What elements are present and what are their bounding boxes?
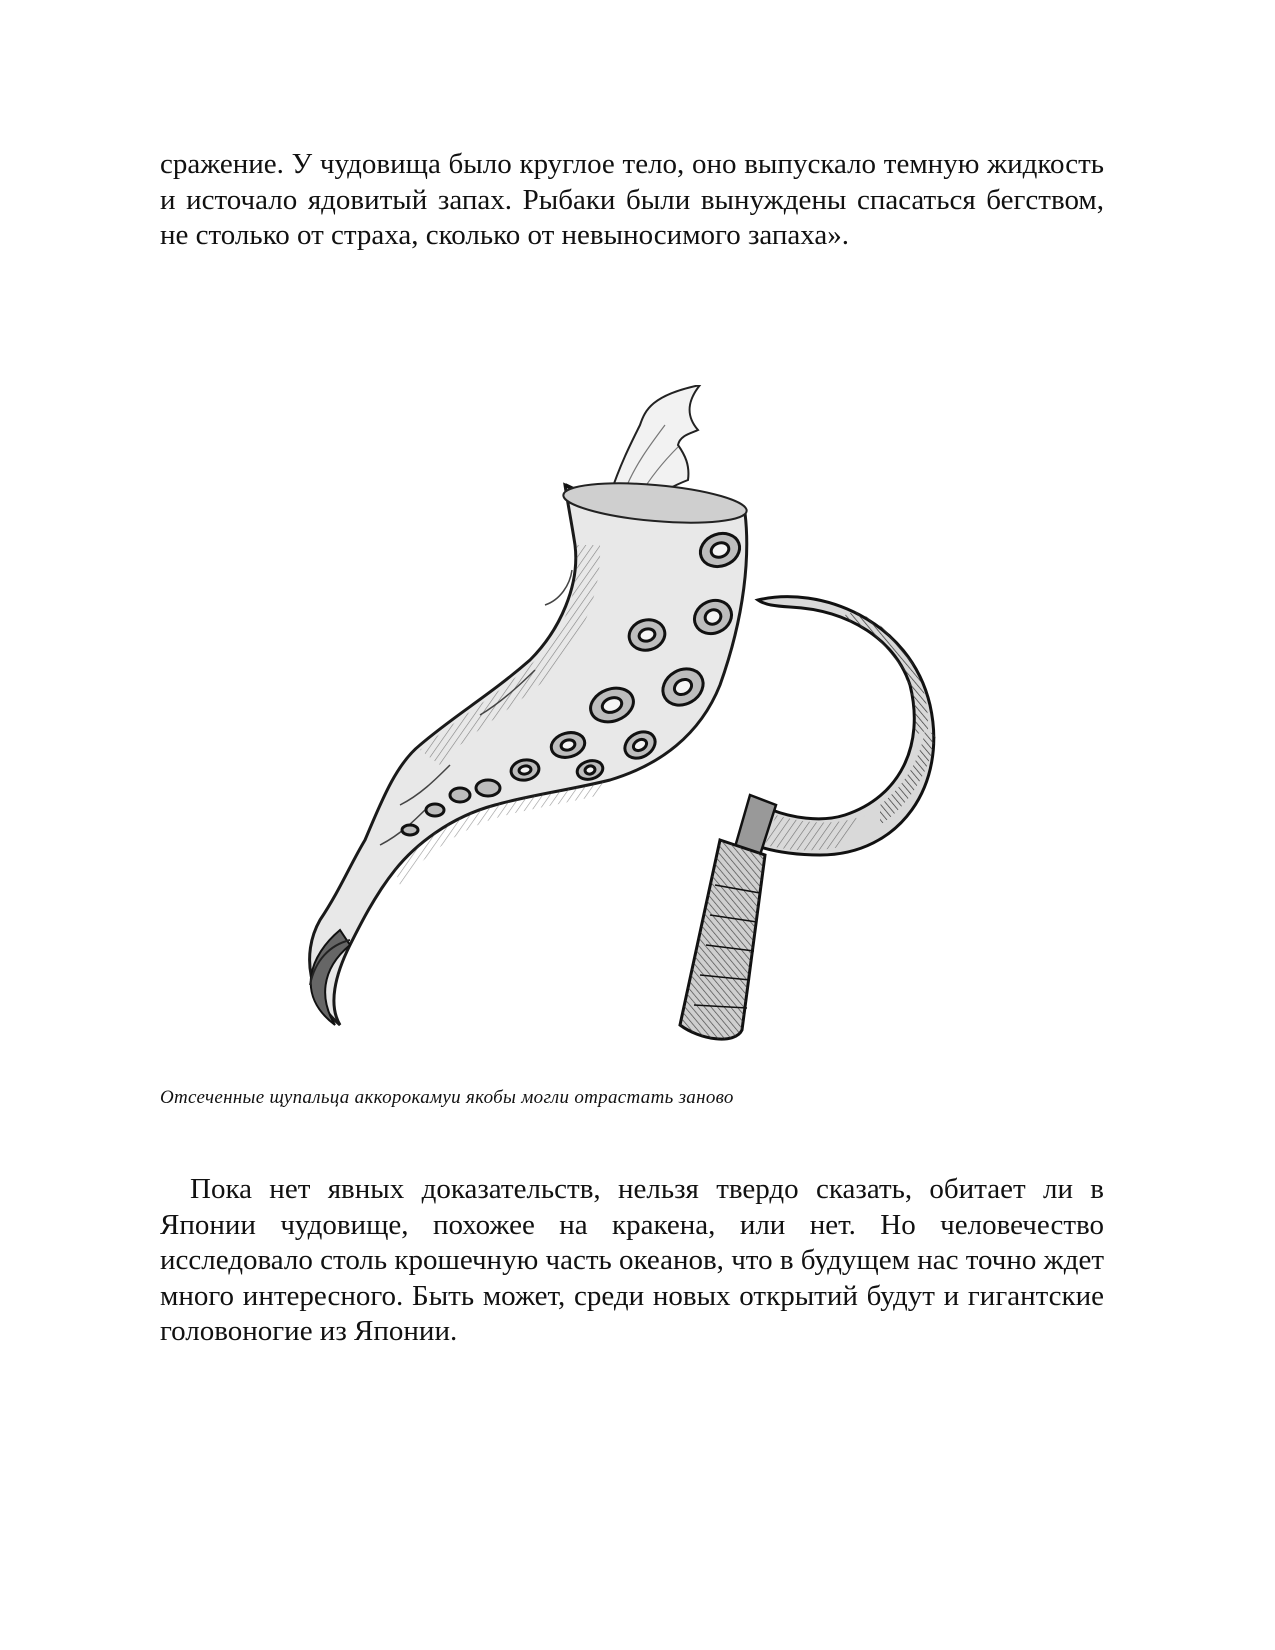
sickle-blade xyxy=(758,597,934,855)
tentacle-body xyxy=(310,485,747,1025)
tentacle-sickle-illustration xyxy=(280,385,1000,1075)
body-paragraph-bottom: Пока нет явных доказательств, нельзя твердо сказать, обитает ли в Японии чудовище, похожее на кракена, или нет. Но человечество исследовало столь крошечную часть океанов, что в будущем нас точно ждет много интересного. Быть может, среди новых открытий будут и гигантские головоногие из Японии. xyxy=(160,1173,1104,1347)
body-paragraph-top: сражение. У чудовища было круглое тело, оно выпускало темную жидкость и источало ядовитый запах. Рыбаки были вынуждены спасаться бегством, не столько от страха, сколько от невыносимого запаха». xyxy=(160,148,1104,251)
tentacle-drawing xyxy=(310,385,749,1025)
figure-caption: Отсеченные щупальца аккорокамуи якобы могли отрастать заново xyxy=(160,1087,734,1108)
